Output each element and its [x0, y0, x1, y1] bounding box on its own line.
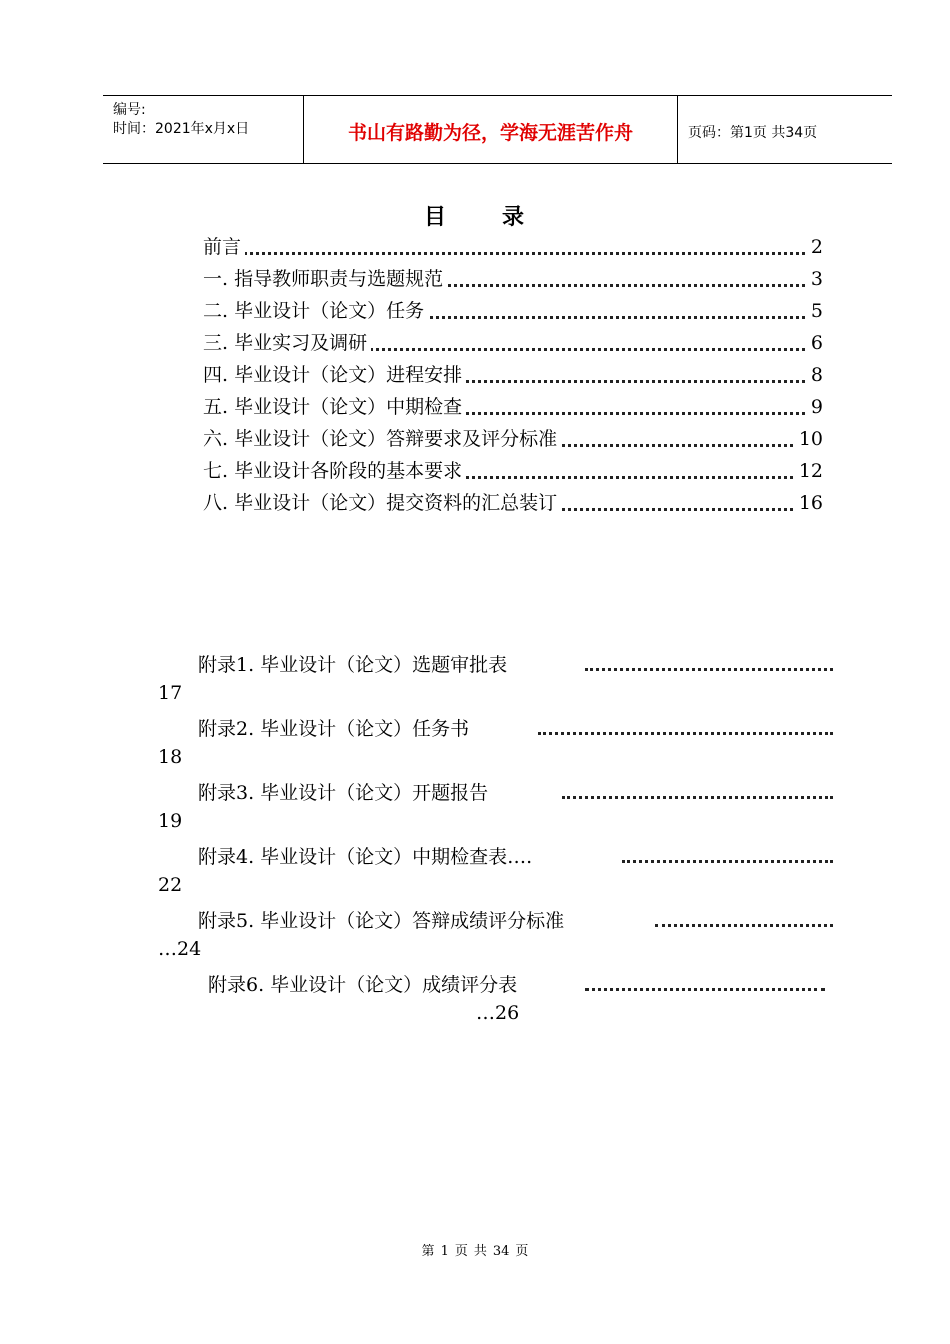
appendix-item-text[interactable]: 附录6. 毕业设计（论文）成绩评分表 — [208, 974, 518, 996]
header-page-cell — [678, 96, 892, 163]
toc-item[interactable] — [203, 487, 823, 519]
header-left-cell — [103, 96, 304, 163]
appendix-item-page: 19 — [158, 810, 183, 832]
appendix-item-page: …26 — [476, 1002, 520, 1024]
toc-item-page: 3 — [807, 263, 823, 295]
appendix-leader — [655, 924, 833, 927]
footer-total-pages: 34 — [492, 1244, 510, 1259]
toc-item-text: 一. 指导教师职责与选题规范 — [203, 268, 447, 290]
toc-item-page: 2 — [807, 231, 823, 263]
toc-item[interactable] — [203, 295, 823, 327]
appendix-item-text[interactable]: 附录4. 毕业设计（论文）中期检查表…. — [198, 846, 533, 868]
page-footer — [0, 1240, 950, 1259]
footer-gong: 共 — [473, 1244, 487, 1259]
toc-item-text: 八. 毕业设计（论文）提交资料的汇总装订 — [203, 492, 561, 514]
document-header — [103, 95, 892, 164]
toc-item-page: 6 — [807, 327, 823, 359]
toc-item-page: 10 — [795, 423, 823, 455]
footer-page-number: 1 — [440, 1244, 449, 1259]
toc-item[interactable] — [203, 423, 823, 455]
toc-item[interactable] — [203, 231, 823, 263]
appendix-leader — [538, 732, 833, 735]
toc-item[interactable] — [203, 327, 823, 359]
toc-item-page: 12 — [795, 455, 823, 487]
toc-title — [0, 200, 950, 231]
appendix-leader — [622, 860, 833, 863]
toc-item-text: 六. 毕业设计（论文）答辩要求及评分标准 — [203, 428, 561, 450]
footer-ye2: 页 — [515, 1244, 529, 1259]
appendix-item-page: 17 — [158, 682, 183, 704]
appendix-leader — [585, 668, 833, 671]
appendix-item-page: …24 — [158, 938, 202, 960]
motto-text: 书山有路勤为径，学海无涯苦作舟 — [347, 122, 633, 144]
footer-di: 第 — [421, 1244, 435, 1259]
toc-item[interactable] — [203, 263, 823, 295]
appendix-item-text[interactable]: 附录3. 毕业设计（论文）开题报告 — [198, 782, 489, 804]
header-motto-cell — [304, 96, 678, 163]
appendix-item-text[interactable]: 附录1. 毕业设计（论文）选题审批表 — [198, 654, 508, 676]
appendix-item-text[interactable]: 附录2. 毕业设计（论文）任务书 — [198, 718, 470, 740]
toc-item-page: 9 — [807, 391, 823, 423]
toc-item-text: 四. 毕业设计（论文）进程安排 — [203, 364, 466, 386]
toc-item-text: 五. 毕业设计（论文）中期检查 — [203, 396, 466, 418]
appendix-leader — [585, 988, 825, 991]
toc-item-text: 七. 毕业设计各阶段的基本要求 — [203, 460, 466, 482]
appendix-leader — [562, 796, 833, 799]
toc-item-page: 5 — [807, 295, 823, 327]
footer-ye: 页 — [454, 1244, 468, 1259]
date-label: 时间：2021年x月x日 — [113, 121, 250, 137]
header-page-info: 页码：第1页 共34页 — [688, 125, 818, 141]
toc-item[interactable] — [203, 391, 823, 423]
toc-item-page: 8 — [807, 359, 823, 391]
toc-item-text: 前言 — [203, 236, 245, 258]
appendix-item-page: 22 — [158, 874, 183, 896]
toc-item-text: 三. 毕业实习及调研 — [203, 332, 371, 354]
toc-item-page: 16 — [795, 487, 823, 519]
toc-item[interactable] — [203, 359, 823, 391]
toc-title-right: 录 — [502, 204, 527, 230]
toc-leader — [203, 252, 823, 255]
appendix-item-page: 18 — [158, 746, 183, 768]
toc-item-text: 二. 毕业设计（论文）任务 — [203, 300, 428, 322]
toc-item[interactable] — [203, 455, 823, 487]
toc-list — [203, 231, 823, 519]
toc-title-left: 目 — [423, 204, 448, 230]
serial-number-label: 编号: — [113, 102, 146, 118]
appendix-item-text[interactable]: 附录5. 毕业设计（论文）答辩成绩评分标准 — [198, 910, 565, 932]
